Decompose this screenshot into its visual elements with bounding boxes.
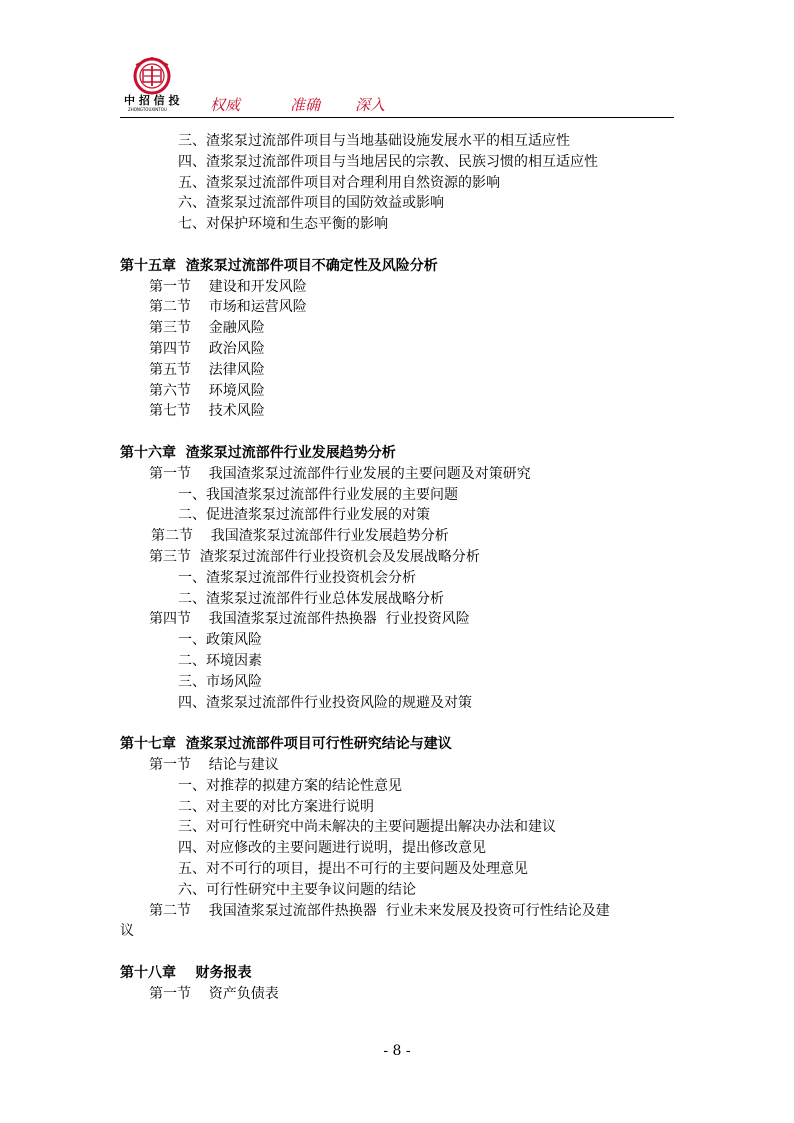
toc-line: 五、渣浆泵过流部件项目对合理利用自然资源的影响 bbox=[178, 174, 500, 191]
toc-line: 六、渣浆泵过流部件项目的国防效益或影响 bbox=[178, 195, 444, 212]
toc-line: 第四节 我国渣浆泵过流部件热换器 行业投资风险 bbox=[149, 611, 470, 628]
slogan-authority: 权威 bbox=[210, 96, 241, 114]
logo-caption-small: ZHONGTOUXINTOU bbox=[128, 107, 167, 112]
toc-line: 三、渣浆泵过流部件项目与当地基础设施发展水平的相互适应性 bbox=[178, 133, 570, 149]
toc-line: 一、政策风险 bbox=[178, 632, 262, 649]
toc-line: 第三节 金融风险 bbox=[149, 320, 265, 337]
toc-line: 第三节 渣浆泵过流部件行业投资机会及发展战略分析 bbox=[149, 549, 480, 565]
toc-line: 二、促进渣浆泵过流部件行业发展的对策 bbox=[178, 507, 430, 524]
toc-line: 第五节 法律风险 bbox=[149, 361, 265, 378]
toc-line: 一、渣浆泵过流部件行业投资机会分析 bbox=[178, 569, 416, 586]
toc-line: 四、渣浆泵过流部件行业投资风险的规避及对策 bbox=[178, 694, 472, 711]
page-header bbox=[120, 52, 674, 118]
logo-caption: 中 招 信 投 bbox=[124, 94, 180, 107]
toc-line: 七、对保护环境和生态平衡的影响 bbox=[178, 216, 388, 233]
toc-line: 五、对不可行的项目，提出不可行的主要问题及处理意见 bbox=[178, 861, 528, 877]
toc-line: 第六节 环境风险 bbox=[149, 382, 265, 399]
chapter-heading: 第十六章 渣浆泵过流部件行业发展趋势分析 bbox=[120, 445, 396, 461]
toc-line: 第一节 建设和开发风险 bbox=[149, 278, 307, 295]
toc-line: 第二节 市场和运营风险 bbox=[149, 299, 307, 316]
toc-line: 二、环境因素 bbox=[178, 653, 262, 669]
toc-line: 第一节 资产负债表 bbox=[149, 985, 279, 1002]
toc-line: 第二节 我国渣浆泵过流部件行业发展趋势分析 bbox=[151, 528, 449, 545]
slogan-depth: 深入 bbox=[355, 96, 386, 114]
toc-line: 第二节 我国渣浆泵过流部件热换器 行业未来发展及投资可行性结论及建 bbox=[149, 902, 610, 919]
slogan-accuracy: 准确 bbox=[290, 96, 321, 114]
toc-line: 第一节 我国渣浆泵过流部件行业发展的主要问题及对策研究 bbox=[149, 465, 531, 482]
toc-line: 第一节 结论与建议 bbox=[149, 757, 279, 773]
chapter-heading: 第十五章 渣浆泵过流部件项目不确定性及风险分析 bbox=[120, 257, 438, 274]
toc-line: 四、渣浆泵过流部件项目与当地居民的宗教、民族习惯的相互适应性 bbox=[178, 153, 598, 170]
toc-line: 议 bbox=[120, 923, 134, 940]
toc-line: 六、可行性研究中主要争议问题的结论 bbox=[178, 881, 416, 898]
toc-line: 三、对可行性研究中尚未解决的主要问题提出解决办法和建议 bbox=[178, 819, 556, 836]
toc-line: 一、我国渣浆泵过流部件行业发展的主要问题 bbox=[178, 486, 458, 503]
toc-line: 二、渣浆泵过流部件行业总体发展战略分析 bbox=[178, 590, 444, 607]
page-number: - 8 - bbox=[383, 1043, 411, 1059]
toc-line: 一、对推荐的拟建方案的结论性意见 bbox=[178, 777, 402, 794]
toc-line: 第四节 政治风险 bbox=[149, 341, 265, 357]
toc-line: 第七节 技术风险 bbox=[149, 403, 265, 420]
toc-line: 三、市场风险 bbox=[178, 673, 262, 690]
toc-line: 四、对应修改的主要问题进行说明，提出修改意见 bbox=[178, 840, 486, 857]
chapter-heading: 第十七章 渣浆泵过流部件项目可行性研究结论与建议 bbox=[120, 736, 452, 753]
chapter-heading: 第十八章 财务报表 bbox=[120, 965, 252, 981]
header-rule bbox=[120, 117, 674, 118]
toc-line: 二、对主要的对比方案进行说明 bbox=[178, 798, 374, 815]
